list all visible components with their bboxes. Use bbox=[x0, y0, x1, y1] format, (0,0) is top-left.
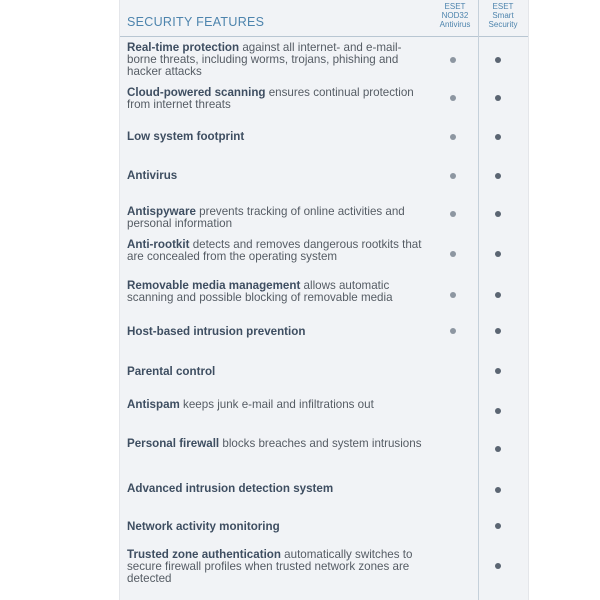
nod32-included-dot-icon bbox=[450, 134, 456, 140]
feature-text bbox=[127, 521, 427, 533]
smart-security-included-dot-icon bbox=[495, 563, 501, 569]
feature-text bbox=[127, 87, 427, 111]
feature-description: against all internet- and e-mail- borne threats, including worms, trojans, phishing and hacker attacks bbox=[127, 41, 402, 78]
feature-text bbox=[127, 42, 427, 78]
smart-security-included-dot-icon bbox=[495, 523, 501, 529]
smart-security-included-dot-icon bbox=[495, 251, 501, 257]
feature-row bbox=[127, 549, 427, 585]
smart-security-included-dot-icon bbox=[495, 95, 501, 101]
table-header bbox=[120, 0, 528, 37]
feature-description: prevents tracking of online activities and personal information bbox=[127, 205, 405, 230]
feature-row bbox=[127, 366, 427, 378]
feature-name: Low system footprint bbox=[127, 130, 245, 143]
column-header-line: ESET bbox=[492, 2, 514, 11]
feature-text bbox=[127, 366, 427, 378]
nod32-included-dot-icon bbox=[450, 328, 456, 334]
column-header-line: Security bbox=[488, 20, 518, 29]
feature-row bbox=[127, 438, 427, 450]
column-header-smart-security bbox=[480, 2, 526, 29]
smart-security-included-dot-icon bbox=[495, 292, 501, 298]
feature-name: Network activity monitoring bbox=[127, 520, 280, 533]
feature-text bbox=[127, 170, 427, 182]
feature-row bbox=[127, 399, 427, 411]
feature-text bbox=[127, 438, 427, 450]
smart-security-included-dot-icon bbox=[495, 446, 501, 452]
feature-text bbox=[127, 549, 427, 585]
feature-comparison-sheet bbox=[119, 0, 529, 600]
smart-security-included-dot-icon bbox=[495, 328, 501, 334]
nod32-included-dot-icon bbox=[450, 173, 456, 179]
feature-description: automatically switches to secure firewall profiles when trusted network zones are detected bbox=[127, 548, 413, 585]
feature-description: blocks breaches and system intrusions bbox=[219, 437, 422, 450]
smart-security-included-dot-icon bbox=[495, 368, 501, 374]
feature-row bbox=[127, 131, 427, 143]
feature-name: Antispam bbox=[127, 398, 180, 411]
feature-row bbox=[127, 239, 427, 263]
nod32-included-dot-icon bbox=[450, 211, 456, 217]
feature-row bbox=[127, 206, 427, 230]
column-header-line: Antivirus bbox=[439, 20, 471, 29]
feature-row bbox=[127, 483, 427, 495]
feature-description: ensures continual protection from internet threats bbox=[127, 86, 414, 111]
feature-name: Personal firewall bbox=[127, 437, 220, 450]
feature-text bbox=[127, 280, 427, 304]
column-divider bbox=[478, 0, 479, 600]
feature-name: Trusted zone authentication bbox=[127, 548, 281, 561]
feature-name: Parental control bbox=[127, 365, 216, 378]
column-header-line: Smart bbox=[492, 11, 514, 20]
feature-text bbox=[127, 239, 427, 263]
nod32-included-dot-icon bbox=[450, 292, 456, 298]
feature-name: Cloud-powered scanning bbox=[127, 86, 266, 99]
feature-text bbox=[127, 483, 427, 495]
feature-row bbox=[127, 42, 427, 78]
smart-security-included-dot-icon bbox=[495, 211, 501, 217]
feature-row bbox=[127, 170, 427, 182]
column-header-nod32 bbox=[432, 2, 478, 29]
feature-text bbox=[127, 326, 427, 338]
nod32-included-dot-icon bbox=[450, 95, 456, 101]
feature-name: Real-time protection bbox=[127, 41, 240, 54]
feature-row bbox=[127, 521, 427, 533]
feature-description: keeps junk e-mail and infiltrations out bbox=[179, 398, 374, 411]
column-header-line: NOD32 bbox=[441, 11, 469, 20]
feature-name: Host-based intrusion prevention bbox=[127, 325, 306, 338]
feature-name: Advanced intrusion detection system bbox=[127, 482, 334, 495]
feature-text bbox=[127, 131, 427, 143]
nod32-included-dot-icon bbox=[450, 251, 456, 257]
feature-row bbox=[127, 280, 427, 304]
column-header-line: ESET bbox=[444, 2, 466, 11]
smart-security-included-dot-icon bbox=[495, 173, 501, 179]
feature-name: Anti-rootkit bbox=[127, 238, 190, 251]
feature-description: allows automatic scanning and possible blocking of removable media bbox=[127, 279, 393, 304]
smart-security-included-dot-icon bbox=[495, 487, 501, 493]
feature-name: Antispyware bbox=[127, 205, 196, 218]
feature-name: Antivirus bbox=[127, 169, 178, 182]
feature-text bbox=[127, 206, 427, 230]
page-title: SECURITY FEATURES bbox=[127, 15, 265, 29]
smart-security-included-dot-icon bbox=[495, 134, 501, 140]
feature-row bbox=[127, 326, 427, 338]
feature-description: detects and removes dangerous rootkits that are concealed from the operating system bbox=[127, 238, 422, 263]
smart-security-included-dot-icon bbox=[495, 408, 501, 414]
nod32-included-dot-icon bbox=[450, 57, 456, 63]
feature-row bbox=[127, 87, 427, 111]
feature-name: Removable media management bbox=[127, 279, 301, 292]
feature-text bbox=[127, 399, 427, 411]
smart-security-included-dot-icon bbox=[495, 57, 501, 63]
